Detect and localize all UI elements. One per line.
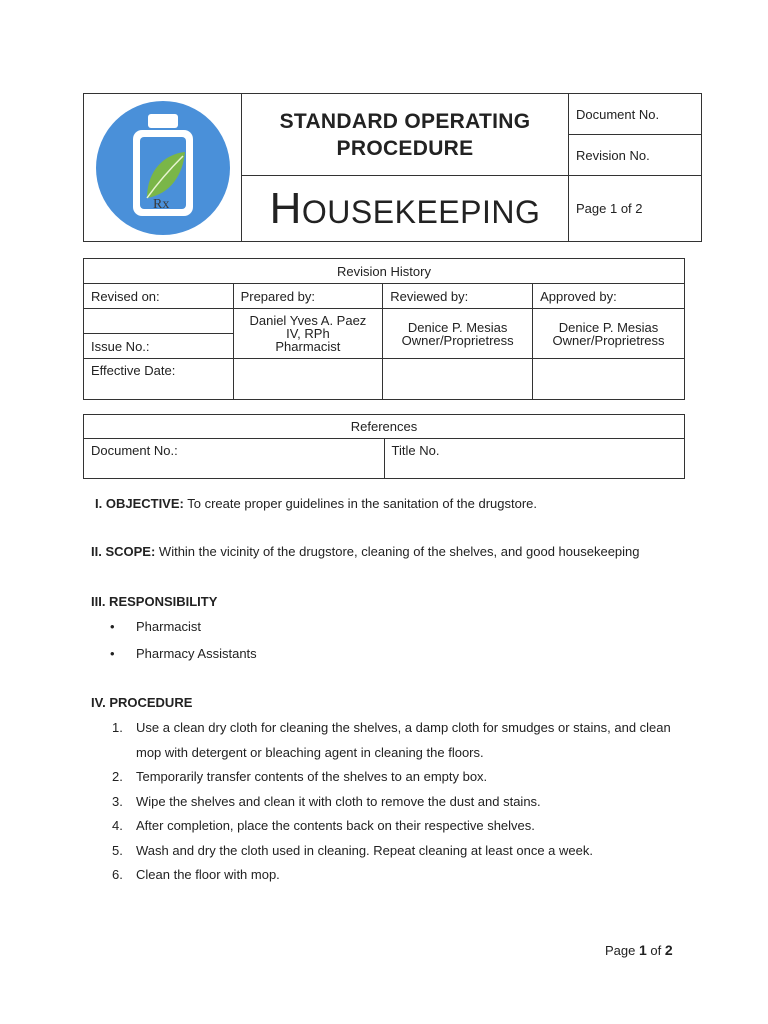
sop-title-cell bbox=[242, 94, 569, 176]
references-table bbox=[83, 414, 685, 479]
scope-text: Within the vicinity of the drugstore, cleaning of the shelves, and good housekeeping bbox=[158, 544, 640, 559]
document-title: HOUSEKEEPING bbox=[242, 176, 569, 242]
scope-section bbox=[91, 543, 640, 561]
revised-on-label: Revised on: bbox=[84, 284, 234, 309]
reference-document-no: Document No.: bbox=[84, 439, 385, 479]
revised-on-value bbox=[84, 309, 234, 334]
procedure-steps bbox=[112, 716, 687, 888]
reviewer-name: Denice P. Mesias bbox=[407, 319, 508, 335]
effective-date-prepared bbox=[233, 359, 383, 400]
objective-text: To create proper guidelines in the sanitation of the drugstore. bbox=[187, 496, 538, 511]
revision-no-label: Revision No. bbox=[569, 135, 702, 176]
list-item: 3. Wipe the shelves and clean it with cloth to remove the dust and stains. bbox=[112, 793, 541, 809]
responsibility-heading: III. RESPONSIBILITY bbox=[91, 594, 218, 609]
list-item: 6. Clean the floor with mop. bbox=[112, 867, 280, 882]
reviewed-by-label: Reviewed by: bbox=[383, 284, 533, 309]
preparer-name: Daniel Yves A. Paez IV, RPh bbox=[249, 313, 367, 341]
list-item: 5. Wash and dry the cloth used in cleaning. Repeat cleaning at least once a week. bbox=[112, 842, 593, 858]
objective-section bbox=[95, 495, 537, 513]
document-header bbox=[83, 93, 702, 242]
prepared-by-label: Prepared by: bbox=[233, 284, 383, 309]
preparer-cell bbox=[233, 309, 383, 359]
responsibility-list bbox=[108, 618, 257, 672]
approver-name: Denice P. Mesias bbox=[558, 319, 659, 335]
approved-by-label: Approved by: bbox=[533, 284, 685, 309]
approver-role: Owner/Proprietress bbox=[552, 332, 665, 348]
list-item: • Pharmacy Assistants bbox=[108, 645, 257, 672]
references-title: References bbox=[84, 415, 685, 439]
revision-history-title: Revision History bbox=[84, 259, 685, 284]
revision-history-table bbox=[83, 258, 685, 400]
effective-date-label: Effective Date: bbox=[84, 359, 234, 400]
scope-label: II. SCOPE: bbox=[91, 544, 156, 559]
page-footer: Page 1 of 2 bbox=[605, 942, 673, 958]
procedure-heading: IV. PROCEDURE bbox=[91, 695, 193, 710]
pharmacy-logo-icon bbox=[95, 100, 231, 236]
page-indicator: Page 1 of 2 bbox=[569, 176, 702, 242]
preparer-role: Pharmacist bbox=[275, 339, 341, 354]
document-no-label: Document No. bbox=[569, 94, 702, 135]
effective-date-approved bbox=[533, 359, 685, 400]
sop-title: STANDARD OPERATING PROCEDURE bbox=[279, 109, 531, 160]
reference-title-no: Title No. bbox=[384, 439, 684, 479]
list-item: 1. Use a clean dry cloth for cleaning the shelves, a damp cloth for smudges or stains, and clean mop with detergent or bleaching agent in cleaning the floors. bbox=[112, 720, 671, 760]
issue-no-label: Issue No.: bbox=[84, 334, 234, 359]
list-item: • Pharmacist bbox=[108, 618, 257, 645]
list-item: 2. Temporarily transfer contents of the shelves to an empty box. bbox=[112, 769, 488, 784]
objective-label: I. OBJECTIVE: bbox=[95, 496, 184, 511]
reviewer-role: Owner/Proprietress bbox=[401, 332, 514, 348]
list-item: 4. After completion, place the contents back on their respective shelves. bbox=[112, 818, 535, 833]
logo-rx-text: Rx bbox=[152, 196, 169, 212]
reviewer-cell bbox=[383, 309, 533, 359]
effective-date-reviewed bbox=[383, 359, 533, 400]
approver-cell bbox=[533, 309, 685, 359]
logo-cell bbox=[84, 94, 242, 242]
